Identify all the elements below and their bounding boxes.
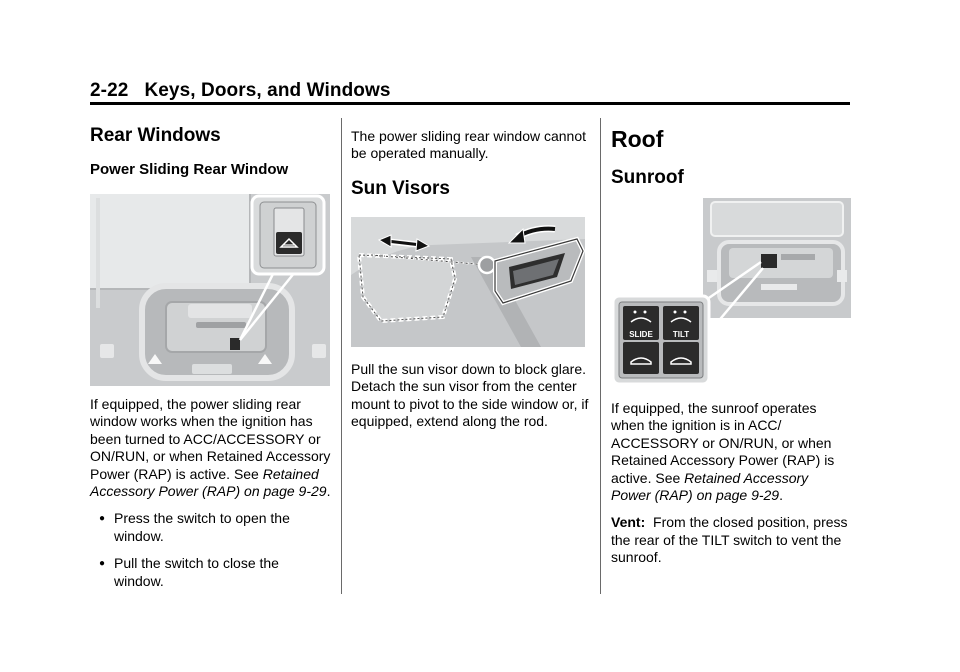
slide-label: SLIDE [629, 330, 653, 339]
rear-window-bullets [90, 510, 332, 590]
rap-reference-2: Retained Accessory Power (RAP) on page 9-29 [611, 469, 809, 504]
see-prefix: See [233, 465, 263, 482]
column-roof [611, 124, 851, 567]
manual-operation-para: The power sliding rear window cannot be operated manually. [351, 128, 587, 162]
bullet-open [90, 510, 332, 545]
tilt-label: TILT [672, 330, 690, 339]
column-rear-windows [90, 124, 332, 590]
page-number: 2-22 [90, 80, 129, 101]
sun-visor-figure [351, 217, 585, 347]
sun-visor-para: Pull the sun visor down to block glare. Detach the sun visor from the center mount to pivot to the side window or, if equipped, extend along the rod. [351, 360, 589, 430]
sunroof-suffix: . [779, 487, 783, 504]
sunroof-heading: Sunroof [611, 167, 684, 188]
bullet-close [90, 555, 332, 590]
sun-visors-heading: Sun Visors [351, 177, 450, 199]
column-divider-2 [600, 118, 601, 594]
rear-windows-heading: Rear Windows [90, 125, 221, 146]
power-sliding-heading: Power Sliding Rear Window [90, 161, 289, 178]
bullet-close-text: Pull the switch to close the window. [114, 555, 279, 589]
bullet-icon: ● [99, 558, 106, 570]
vent-text: From the closed position, press the rear of the TILT switch to vent the sunroof. [611, 514, 848, 566]
sunroof-para [611, 400, 851, 504]
roof-heading: Roof [611, 126, 664, 152]
bullet-open-text: Press the switch to open the window. [114, 510, 290, 544]
vent-para [611, 514, 851, 566]
bullet-icon: ● [99, 513, 106, 525]
column-sun-visors [351, 124, 589, 430]
rear-window-para [90, 396, 332, 500]
rear-window-text: If equipped, the power sliding rear window works when the ignition has been turned to ACC/ACCESSORY or ON/RUN, or when Retained Accessory Power (RAP) is active. [90, 396, 331, 482]
header-rule [90, 102, 850, 105]
rear-window-switch-figure [90, 194, 330, 386]
sunroof-switch-figure [611, 198, 851, 388]
vent-label: Vent: [611, 514, 646, 531]
rap-reference-1: Retained Accessory Power (RAP) on page 9-29 [90, 465, 327, 500]
see-suffix: . [326, 483, 331, 500]
page-header [90, 80, 391, 102]
chapter-title: Keys, Doors, and Windows [144, 80, 391, 101]
column-divider-1 [341, 118, 342, 594]
sunroof-text: If equipped, the sunroof operates when the ignition is in ACC/ ACCESSORY or ON/RUN, or when Retained Accessory Power (RAP) is active. See [611, 400, 835, 486]
